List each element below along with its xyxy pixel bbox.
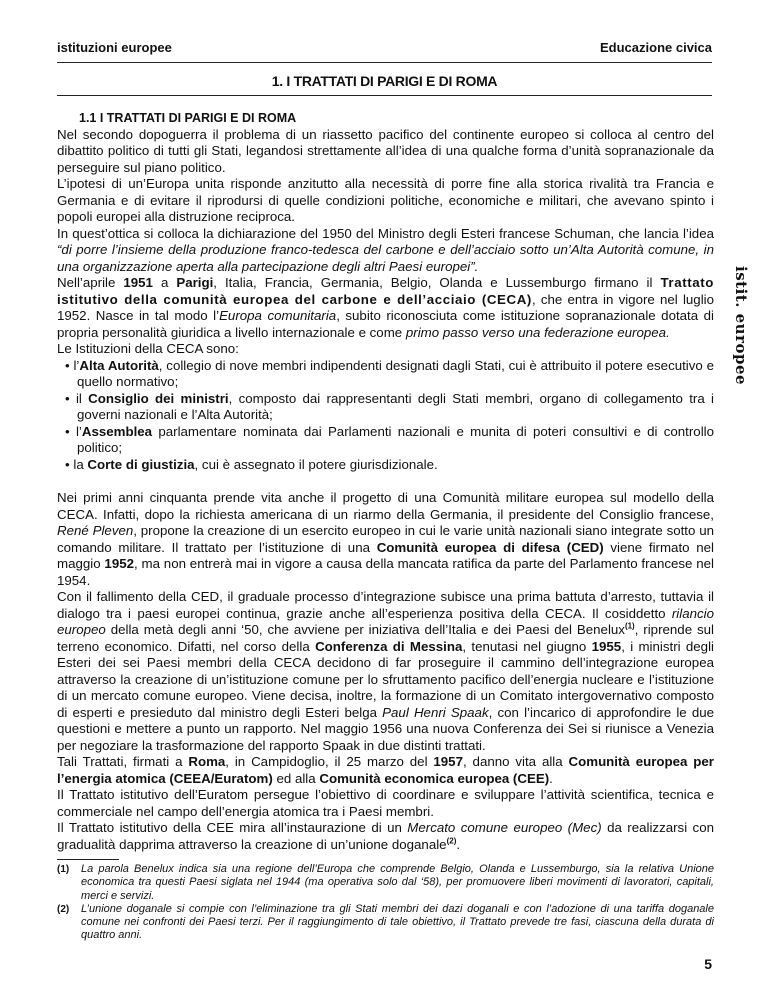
footnote-rule — [57, 859, 119, 860]
footnote: (1) La parola Benelux indica sia una regione dell’Europa che comprende Belgio, Olanda e Lussemburgo, sia la relativa Unione economica tra questi Paesi siglata nel 1944 (ma operativa solo dal ‘58), per promuovere liberi movimenti di lavoratori, capitali, merci e servizi. — [57, 863, 714, 902]
section-subtitle: 1.1 I TRATTATI DI PARIGI E DI ROMA — [79, 111, 297, 125]
main-text — [57, 110, 714, 943]
schuman-quote: “di porre l’insieme della produzione franco-tedesca del carbone e dell’acciaio sotto un’Alta Autorità comune, in una organizzazione aperta alla partecipazione degli altri Paesi europei”. — [57, 242, 714, 274]
page-number: 5 — [704, 956, 712, 972]
header-rule — [57, 62, 712, 63]
paragraph: Le Istituzioni della CECA sono: — [57, 341, 239, 356]
paragraph: Nei primi anni cinquanta prende vita anche il progetto di una Comunità militare europea sul modello della CECA. Infatti, dopo la richiesta americana di un riarmo della Germania, il presidente del Consiglio francese, René Pleven, propone la creazione di un esercito europeo in cui le varie unità nazionali siano integrate sotto un comando militare. Il trattato per l’istituzione di una Comunità europea di difesa (CED) viene firmato nel maggio 1952, ma non entrerà mai in vigore a causa della mancata ratifica da parte del Parlamento francese nel 1954. — [57, 490, 714, 588]
list-item: • l’Alta Autorità, collegio di nove membri indipendenti designati dagli Stati, cui è attribuito il potere esecutivo e quello normativo; — [57, 358, 714, 391]
footnote-ref-1: (1) — [624, 621, 635, 631]
side-tab-label: istit. europee — [732, 266, 750, 386]
title-rule — [57, 95, 712, 96]
running-header-left: istituzioni europee — [57, 40, 172, 55]
chapter-title: 1. I TRATTATI DI PARIGI E DI ROMA — [271, 73, 498, 89]
paragraph: Tali Trattati, firmati a Roma, in Campidoglio, il 25 marzo del 1957, danno vita alla Comunità europea per l’energia atomica (CEEA/Euratom) ed alla Comunità economica europea (CEE). — [57, 754, 714, 786]
list-item: • l’Assemblea parlamentare nominata dai Parlamenti nazionali e munita di poteri consultivi e di controllo politico; — [57, 424, 714, 457]
footnote-ref-2: (2) — [446, 836, 457, 846]
paragraph: Con il fallimento della CED, il graduale processo d’integrazione subisce una prima battuta d’arresto, tuttavia il dialogo tra i paesi europei continua, grazie anche all’esperienza positiva della CECA. Il cosiddetto rilancio europeo della metà degli anni ‘50, che avviene per iniziativa dell’Italia e dei Paesi del Benelux$^{(1)}$, riprende sul terreno economico. Difatti, nel corso della Conferenza di Messina, tenutasi nel giugno 1955, i ministri degli Esteri dei sei Paesi membri della CECA decidono di far proseguire il cammino dell’integrazione europea attraverso la creazione di un’istituzione comune per lo sfruttamento pacifico dell’energia nucleare e l’istituzione di un mercato comune europeo. Viene decisa, inoltre, la formazione di un Comitato intergovernativo composto di esperti e presieduto dal ministro degli Esteri belga Paul Henri Spaak, con l’incarico di approfondire le due questioni e mettere a punto un rapporto. Nel maggio 1956 una nuova Conferenza dei Sei si riunisce a Venezia per negoziare la trasformazione del rapporto Spaak in due distinti trattati. — [57, 589, 715, 753]
paragraph: Nell’aprile 1951 a Parigi, Italia, Francia, Germania, Belgio, Olanda e Lussemburgo firmano il Trattato istitutivo della comunità europea del carbone e dell’acciaio (CECA), che entra in vigore nel luglio 1952. Nasce in tal modo l’Europa comunitaria, subito riconosciuta come istituzione sopranazionale dotata di propria personalità giuridica a livello internazionale e come primo passo verso una federazione europea. — [57, 275, 715, 340]
list-item: • il Consiglio dei ministri, composto dai rappresentanti degli Stati membri, organo di collegamento tra i governi nazionali e l’Alta Autorità; — [57, 391, 714, 424]
paragraph: Il Trattato istitutivo della CEE mira all’instaurazione di un Mercato comune europeo (Mec) da realizzarsi con gradualità dapprima attraverso la creazione di un’unione doganale$^{(2)}$. — [57, 820, 714, 852]
side-tab — [730, 240, 752, 412]
paragraph: Nel secondo dopoguerra il problema di un riassetto pacifico del continente europeo si colloca al centro del dibattito politico di tutti gli Stati, legandosi strettamente all’idea di una qualche forma d’unità sopranazionale da perseguire sul piano politico. — [57, 126, 714, 175]
list-item: • la Corte di giustizia, cui è assegnato il potere giurisdizionale. — [57, 457, 714, 474]
ceca-institutions-list — [57, 358, 714, 474]
footnote: (2) L’unione doganale si compie con l’eliminazione tra gli Stati membri dei dazi doganali e con l’adozione di una tariffa doganale comune nei confronti dei Paesi terzi. Per il raggiungimento di tale obiettivo, il Trattato prevede tre fasi, ciascuna della durata di quattro anni. — [57, 902, 714, 942]
ceca-treaty: Trattato istitutivo della comunità europea del carbone e dell’acciaio (CECA) — [57, 275, 714, 307]
paragraph: In quest’ottica si colloca la dichiarazione del 1950 del Ministro degli Esteri francese Schuman, che lancia l’idea “di porre l’insieme della produzione franco-tedesca del carbone e dell’acciaio sotto un’Alta Autorità comune, in una organizzazione aperta alla partecipazione degli altri Paesi europei”. — [57, 225, 714, 274]
running-header-right: Educazione civica — [600, 40, 712, 55]
paragraph: Il Trattato istitutivo dell’Euratom persegue l’obiettivo di coordinare e sviluppare l’attività scientifica, tecnica e commerciale nel campo dell’energia atomica tra i Paesi membri. — [57, 787, 714, 819]
paragraph: L’ipotesi di un’Europa unita risponde anzitutto alla necessità di porre fine alla storica rivalità tra Francia e Germania e di evitare il riprodursi di quelle condizioni politiche, economiche e militari, che avevano spinto i popoli europei alla distruzione reciproca. — [57, 176, 714, 224]
footnotes — [57, 863, 714, 943]
